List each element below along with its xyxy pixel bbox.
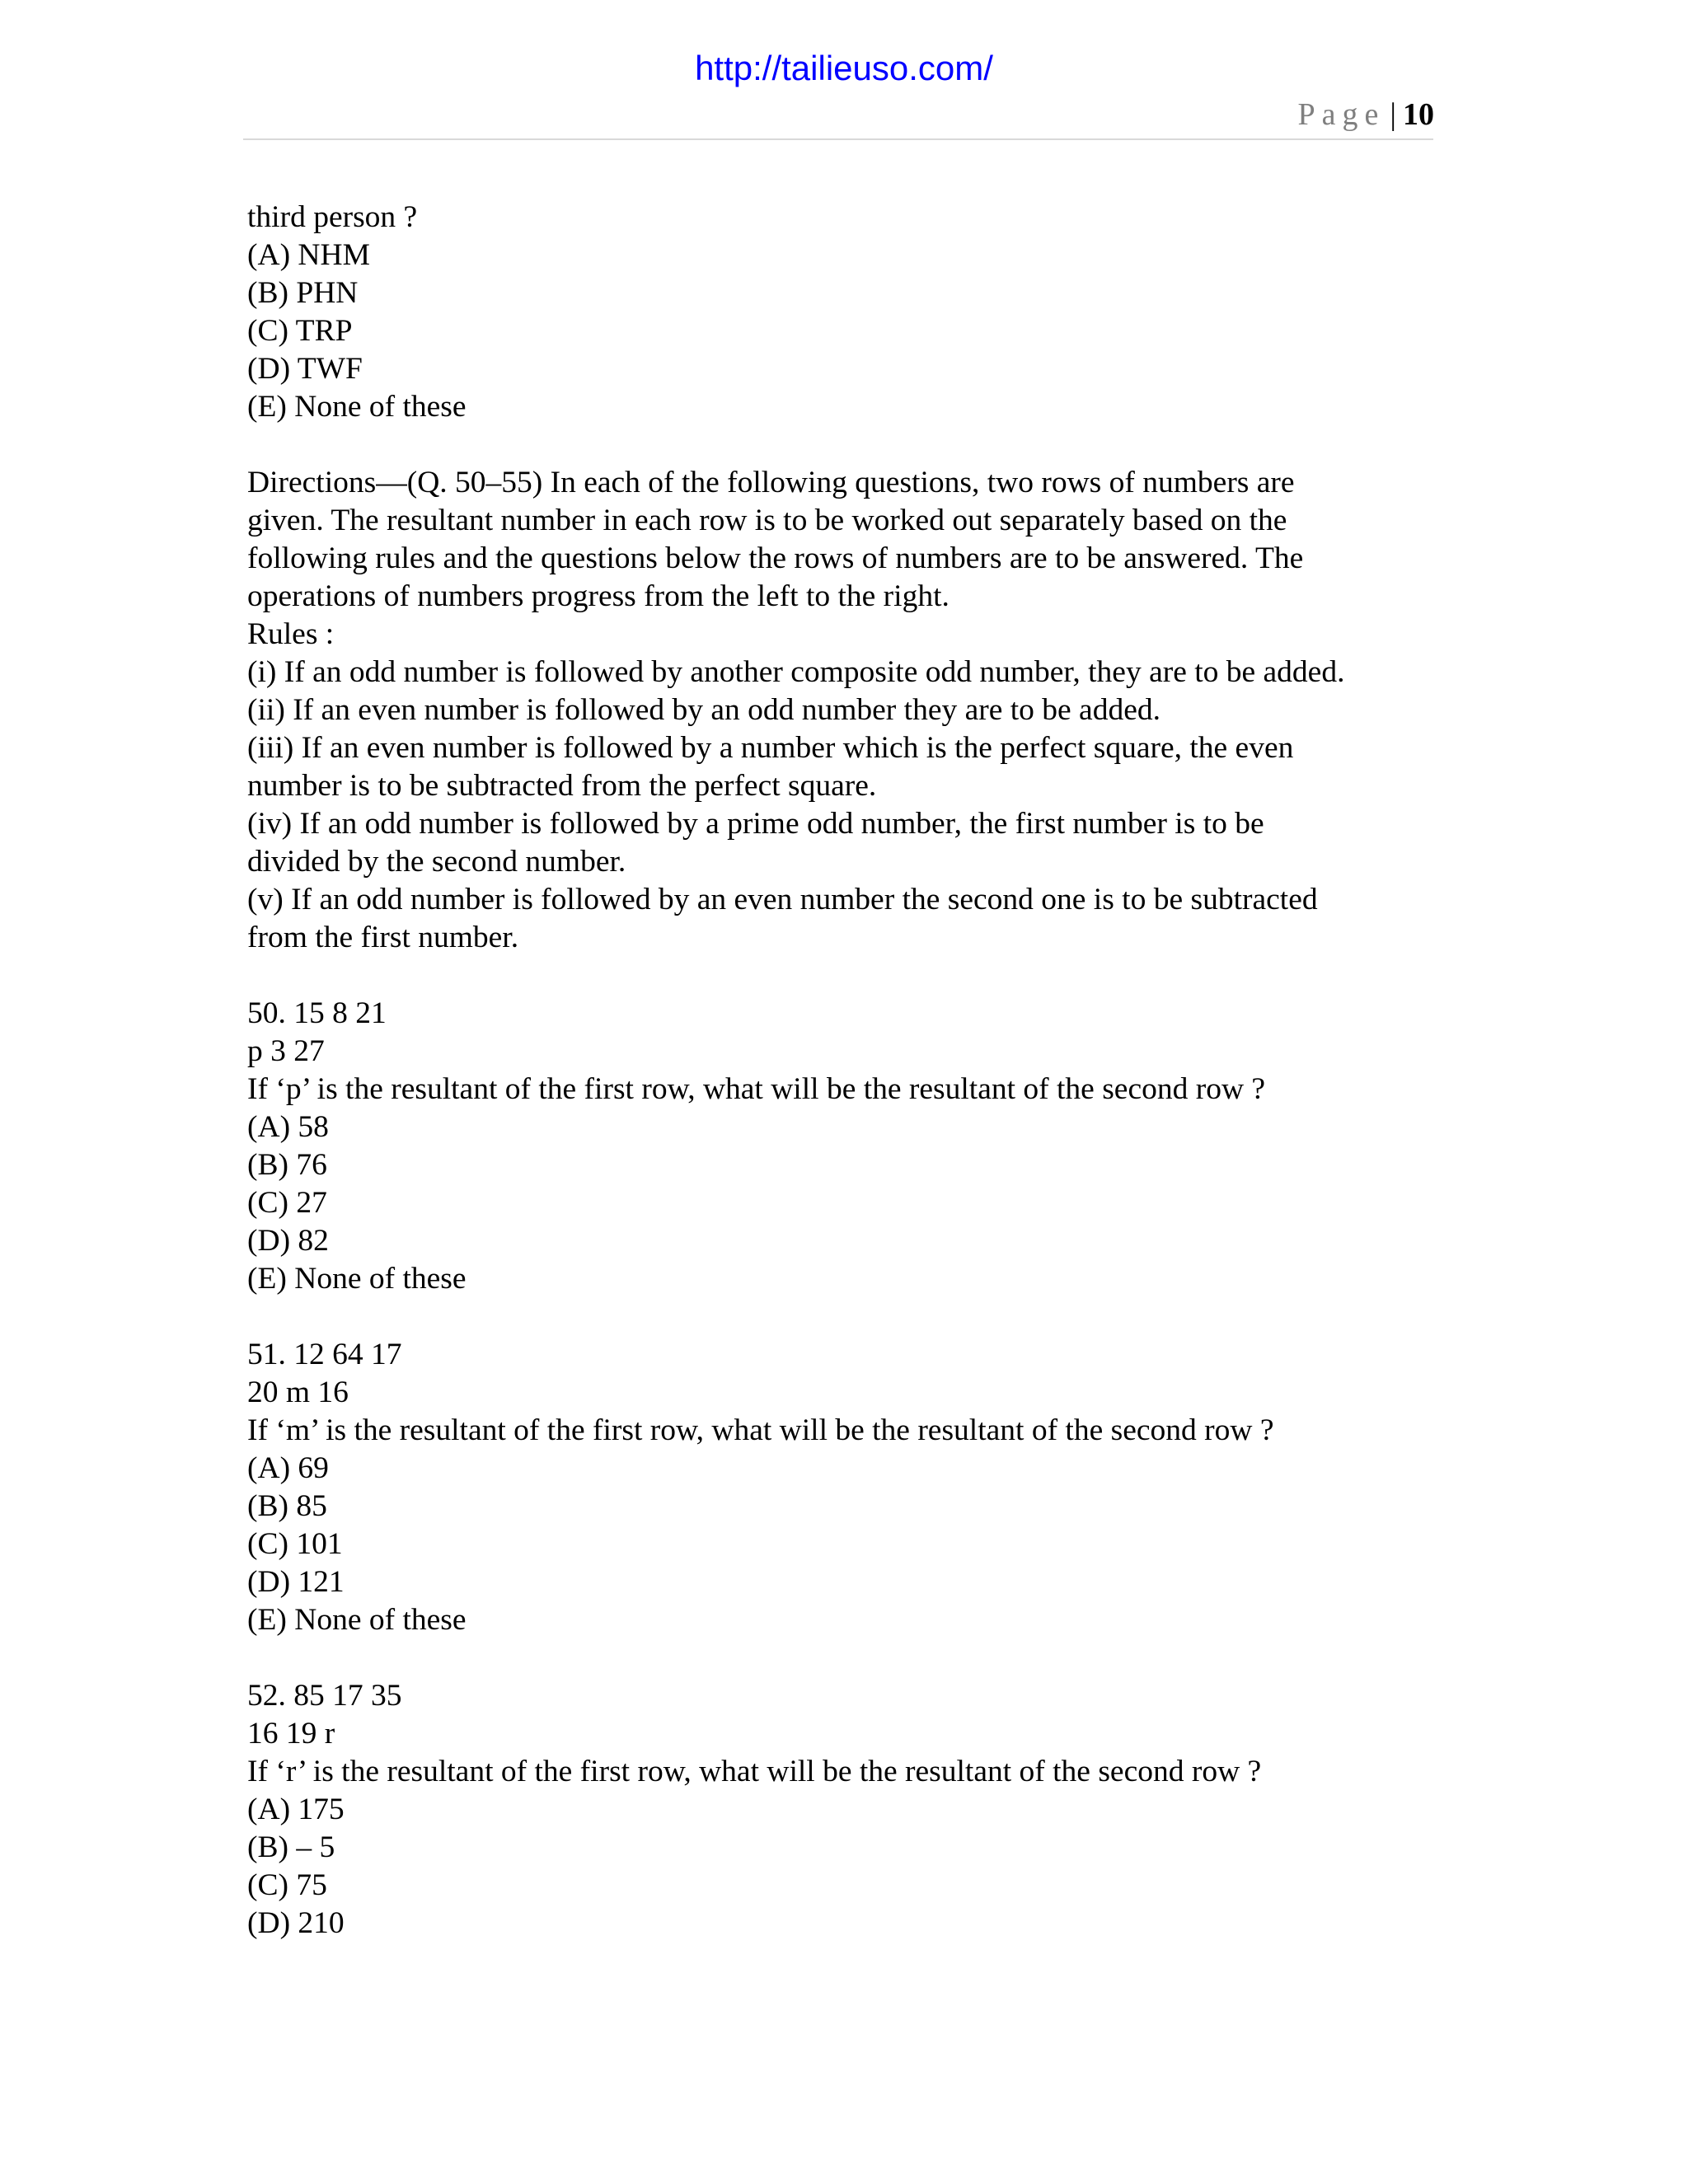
answer-option: (C) 27 [247, 1186, 327, 1220]
header-divider [243, 138, 1433, 140]
answer-option: (E) None of these [247, 1262, 467, 1296]
page-word: Page [1297, 97, 1386, 132]
directions-line: Directions—(Q. 50–55) In each of the following questions, two rows of numbers are [247, 466, 1295, 499]
rule-line: (v) If an odd number is followed by an even number the second one is to be subtracted [247, 883, 1318, 916]
spacer [247, 1639, 1451, 1677]
rule-line: from the first number. [247, 921, 519, 954]
answer-option: (E) None of these [247, 1603, 467, 1637]
answer-option: (A) NHM [247, 238, 370, 272]
directions-line: following rules and the questions below the rows of numbers are to be answered. The [247, 541, 1304, 575]
question-50 [247, 995, 1451, 1298]
header-url[interactable]: http://tailieuso.com/ [695, 49, 993, 87]
question-52 [247, 1677, 1451, 1943]
answer-option: (B) – 5 [247, 1830, 335, 1864]
question-prompt: If ‘p’ is the resultant of the first row, what will be the resultant of the second row ? [247, 1072, 1266, 1106]
answer-option: (D) 121 [247, 1565, 345, 1599]
answer-option: (B) 76 [247, 1148, 327, 1182]
rule-line: (iv) If an odd number is followed by a prime odd number, the first number is to be [247, 807, 1264, 841]
answer-option: (B) 85 [247, 1489, 327, 1523]
answer-option: (E) None of these [247, 390, 467, 424]
answer-option: (D) TWF [247, 352, 363, 386]
answer-option: (D) 210 [247, 1906, 345, 1940]
answer-option: (D) 82 [247, 1224, 329, 1258]
question-row-2: 20 m 16 [247, 1376, 349, 1409]
page-separator: | [1390, 97, 1396, 132]
question-51 [247, 1336, 1451, 1639]
answer-option: (A) 175 [247, 1793, 345, 1826]
directions-line: given. The resultant number in each row is to be worked out separately based on the [247, 504, 1287, 537]
answer-option: (C) TRP [247, 314, 353, 348]
page-content [247, 199, 1451, 1943]
question-row-2: 16 19 r [247, 1717, 335, 1750]
page-number-label [1298, 99, 1434, 130]
answer-option: (C) 101 [247, 1527, 343, 1561]
question-row-2: p 3 27 [247, 1034, 325, 1068]
question-prompt: If ‘m’ is the resultant of the first row, what will be the resultant of the second row ? [247, 1413, 1274, 1447]
question-text: third person ? [247, 200, 418, 234]
page-number: 10 [1403, 97, 1434, 132]
rules-title: Rules : [247, 617, 335, 651]
answer-option: (B) PHN [247, 276, 359, 310]
rule-line: (i) If an odd number is followed by another composite odd number, they are to be added. [247, 655, 1345, 689]
answer-option: (C) 75 [247, 1868, 327, 1902]
spacer [247, 1298, 1451, 1336]
rule-line: (ii) If an even number is followed by an odd number they are to be added. [247, 693, 1160, 727]
directions-block [247, 464, 1451, 957]
rule-line: number is to be subtracted from the perfect square. [247, 769, 877, 803]
question-49-continuation [247, 199, 1451, 426]
spacer [247, 426, 1451, 464]
question-row-1: 50. 15 8 21 [247, 996, 387, 1030]
answer-option: (A) 58 [247, 1110, 329, 1144]
question-row-1: 51. 12 64 17 [247, 1338, 402, 1371]
answer-option: (A) 69 [247, 1451, 329, 1485]
question-row-1: 52. 85 17 35 [247, 1679, 402, 1713]
question-prompt: If ‘r’ is the resultant of the first row, what will be the resultant of the second row ? [247, 1755, 1262, 1788]
directions-line: operations of numbers progress from the left to the right. [247, 579, 950, 613]
rule-line: divided by the second number. [247, 845, 626, 879]
rule-line: (iii) If an even number is followed by a number which is the perfect square, the even [247, 731, 1294, 765]
spacer [247, 957, 1451, 995]
